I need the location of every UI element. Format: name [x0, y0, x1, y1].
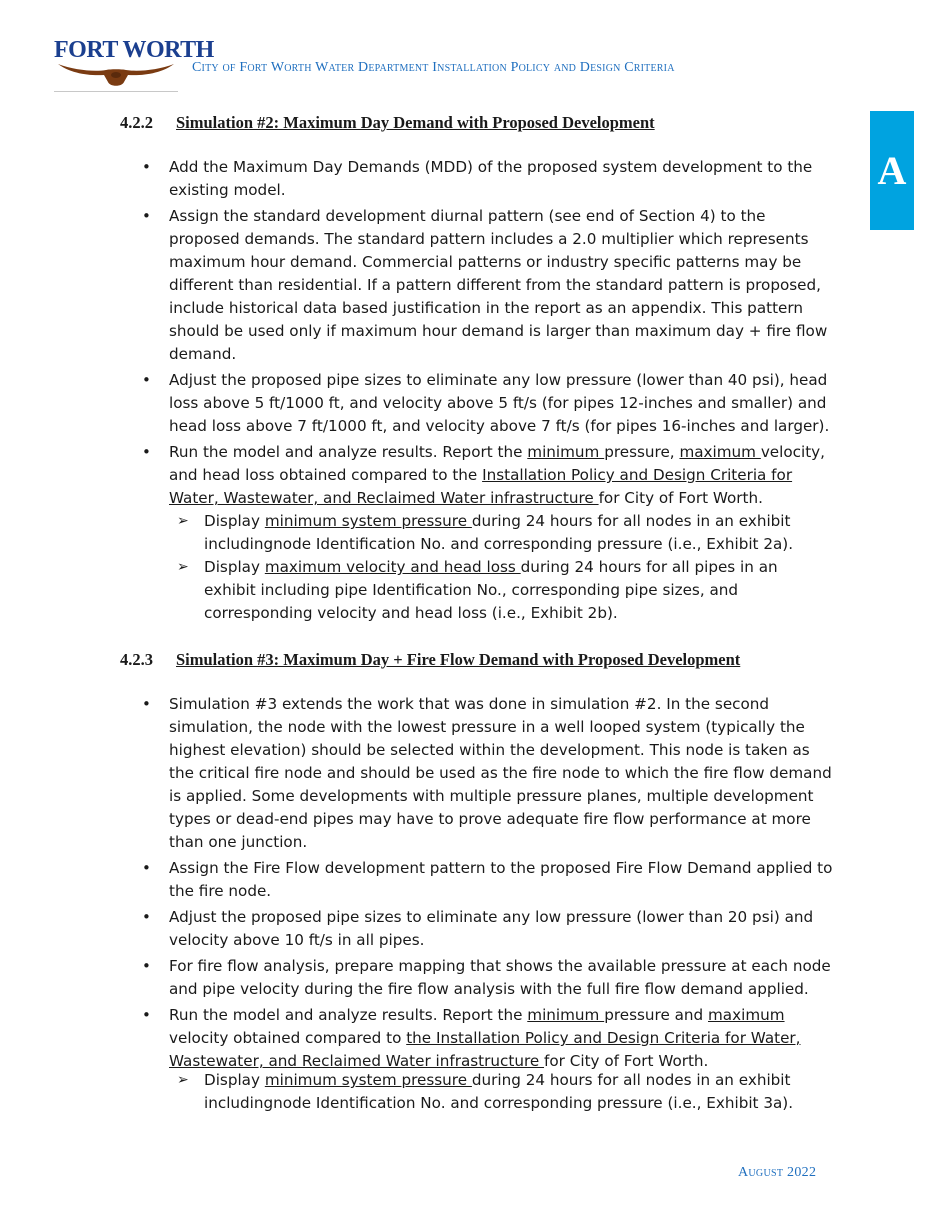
text-run: Display: [204, 512, 265, 530]
section-title: Simulation #2: Maximum Day Demand with Proposed Development: [176, 113, 655, 132]
text-run: Display: [204, 1071, 265, 1089]
text-run: Display: [204, 558, 265, 576]
document-title: City of Fort Worth Water Department Installation Policy and Design Criteria: [192, 60, 675, 75]
list-item: [169, 955, 839, 1001]
list-item: [177, 556, 824, 625]
bullet-list-4-2-3: [169, 693, 839, 1076]
section-number: 4.2.3: [120, 650, 153, 669]
section-heading-4-2-2: [120, 111, 655, 134]
section-number: 4.2.2: [120, 113, 153, 132]
text-run: during 24 hours for all nodes in an exhibit includingnode Identification No. and corresponding pressure (i.e., Exhibit 2a).: [204, 512, 794, 553]
header-rule: [54, 91, 178, 92]
underlined-text: maximum: [679, 443, 761, 461]
list-item-text: Assign the standard development diurnal pattern (see end of Section 4) to the proposed demands. The standard pattern includes a 2.0 multiplier which represents maximum hour demand. Commercial patterns or industry specific patterns may be different than residential. If a pattern different from the standard pattern is proposed, include historical data based justification in the report as an appendix. This pattern should be used only if maximum hour demand is larger than maximum day + fire flow demand.: [169, 207, 828, 363]
text-run: pressure and: [604, 1006, 709, 1024]
list-item: [169, 857, 839, 903]
underlined-text: minimum: [527, 1006, 605, 1024]
list-item: [169, 369, 839, 438]
underlined-text: minimum system pressure: [264, 512, 472, 530]
sub-bullet-list-4-2-3: [177, 1069, 824, 1115]
list-item: [177, 1069, 824, 1115]
bullet-list-4-2-2: [169, 156, 839, 513]
section-heading-4-2-3: [120, 648, 740, 671]
sub-bullet-list-4-2-2: [177, 510, 824, 625]
text-run: pressure,: [604, 443, 680, 461]
list-item-text: Assign the Fire Flow development pattern to the proposed Fire Flow Demand applied to the fire node.: [169, 859, 833, 900]
page-header: [54, 36, 874, 96]
underlined-text: maximum velocity and head loss: [264, 558, 521, 576]
text-run: for City of Fort Worth.: [598, 489, 763, 507]
text-run: during 24 hours for all pipes in an exhibit including pipe Identification No., corresponding pipe sizes, and corresponding velocity and head loss (i.e., Exhibit 2b).: [204, 558, 778, 622]
longhorn-icon: [54, 60, 178, 90]
list-item: [169, 205, 839, 366]
arrow-bullet-icon: ➢: [177, 1072, 189, 1088]
text-run: velocity, and head loss obtained compared to the: [169, 443, 825, 484]
text-run: for City of Fort Worth.: [544, 1052, 709, 1070]
underlined-text: minimum: [527, 443, 605, 461]
list-item-text: Adjust the proposed pipe sizes to eliminate any low pressure (lower than 40 psi), head loss above 5 ft/1000 ft, and velocity above 5 ft/s (for pipes 12-inches and smaller) and head loss above 7 ft/1000 ft, and velocity above 7 ft/s (for pipes 16-inches and larger).: [169, 371, 830, 435]
underlined-text: maximum: [708, 1006, 785, 1024]
list-item: [169, 693, 839, 854]
list-item-text: Simulation #3 extends the work that was done in simulation #2. In the second simulation, the node with the lowest pressure in a well looped system (typically the highest elevation) should be selected within the development. This node is taken as the critical fire node and should be used as the fire node to which the fire flow demand is applied. Some developments with multiple pressure planes, multiple development types or dead-end pipes may have to prove adequate fire flow performance at more than one junction.: [169, 695, 832, 851]
text-run: Run the model and analyze results. Report the: [169, 1006, 528, 1024]
text-run: during 24 hours for all nodes in an exhibit includingnode Identification No. and corresponding pressure (i.e., Exhibit 3a).: [204, 1071, 794, 1112]
arrow-bullet-icon: ➢: [177, 513, 189, 529]
appendix-tab: A: [870, 111, 914, 230]
text-run: Run the model and analyze results. Report the: [169, 443, 528, 461]
fort-worth-logo: [54, 36, 214, 92]
list-item: [177, 510, 824, 556]
underlined-text: Installation Policy and Design Criteria for Water, Wastewater, and Reclaimed Water infrastructure: [169, 466, 793, 507]
arrow-bullet-icon: ➢: [177, 559, 189, 575]
list-item: [169, 156, 839, 202]
underlined-text: minimum system pressure: [264, 1071, 472, 1089]
footer-date: August 2022: [738, 1165, 817, 1180]
list-item-text: Add the Maximum Day Demands (MDD) of the proposed system development to the existing model.: [169, 158, 813, 199]
list-item: [169, 906, 839, 952]
list-item: [169, 441, 839, 510]
underlined-text: the Installation Policy and Design Criteria for Water, Wastewater, and Reclaimed Water infrastructure: [169, 1029, 801, 1070]
logo-wordmark: FORT WORTH: [54, 37, 214, 63]
text-run: velocity obtained compared to: [169, 1029, 407, 1047]
section-title: Simulation #3: Maximum Day + Fire Flow Demand with Proposed Development: [176, 650, 741, 669]
list-item-text: Adjust the proposed pipe sizes to eliminate any low pressure (lower than 20 psi) and velocity above 10 ft/s in all pipes.: [169, 908, 814, 949]
list-item: [169, 1004, 839, 1073]
list-item-text: For fire flow analysis, prepare mapping that shows the available pressure at each node and pipe velocity during the fire flow analysis with the full fire flow demand applied.: [169, 957, 831, 998]
